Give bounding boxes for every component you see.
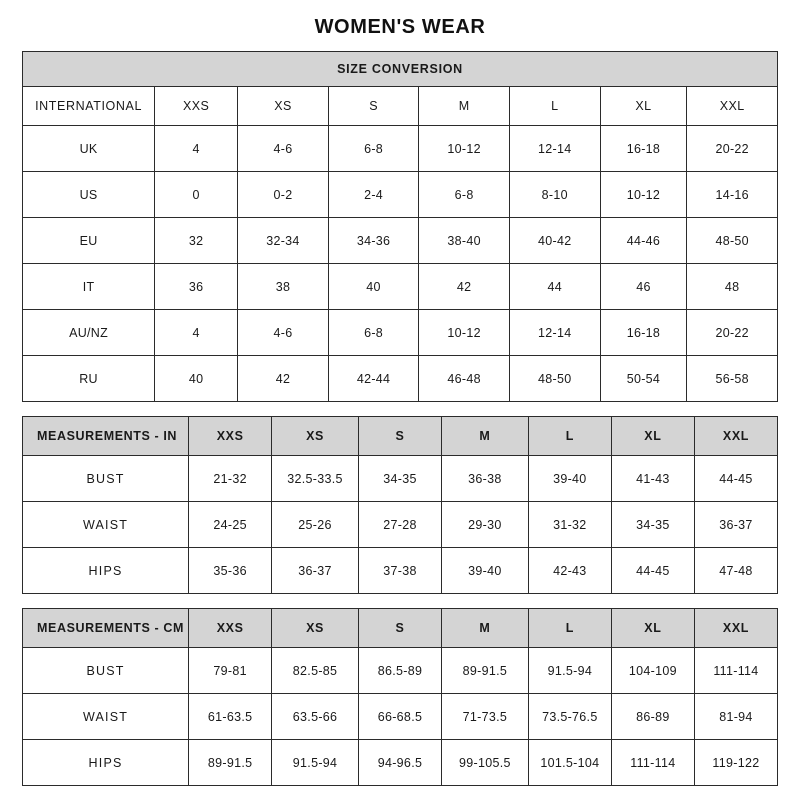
row-label-in-waist: WAIST <box>23 502 189 548</box>
cell-it-xxs: 36 <box>155 264 238 310</box>
table-row <box>23 356 778 402</box>
cell-uk-m: 10-12 <box>419 126 510 172</box>
cell-in-bust-xxs: 21-32 <box>189 456 272 502</box>
cell-in-hips-xxs: 35-36 <box>189 548 272 594</box>
cell-in-hips-xs: 36-37 <box>272 548 359 594</box>
cell-eu-xxs: 32 <box>155 218 238 264</box>
cell-in-waist-xs: 25-26 <box>272 502 359 548</box>
cell-cm-bust-xxl: 111-114 <box>694 648 777 694</box>
cell-ru-m: 46-48 <box>419 356 510 402</box>
measurements-inches-table <box>22 416 778 594</box>
cell-cm-waist-xxs: 61-63.5 <box>189 694 272 740</box>
table-row <box>23 740 778 786</box>
row-label-cm-bust: BUST <box>23 648 189 694</box>
column-header-cm-m: M <box>442 609 529 648</box>
cell-it-l: 44 <box>509 264 600 310</box>
cell-cm-bust-xxs: 79-81 <box>189 648 272 694</box>
cell-uk-xl: 16-18 <box>600 126 687 172</box>
cell-ru-l: 48-50 <box>509 356 600 402</box>
cell-aunz-s: 6-8 <box>328 310 419 356</box>
table-header-row <box>23 609 778 648</box>
cell-ru-xxs: 40 <box>155 356 238 402</box>
table-header-row <box>23 87 778 126</box>
cell-cm-hips-xl: 111-114 <box>611 740 694 786</box>
cell-it-s: 40 <box>328 264 419 310</box>
cell-in-hips-m: 39-40 <box>442 548 529 594</box>
cell-it-m: 42 <box>419 264 510 310</box>
cell-ru-s: 42-44 <box>328 356 419 402</box>
cell-cm-waist-xxl: 81-94 <box>694 694 777 740</box>
table-row <box>23 310 778 356</box>
cell-in-waist-m: 29-30 <box>442 502 529 548</box>
cell-eu-l: 40-42 <box>509 218 600 264</box>
cell-it-xs: 38 <box>238 264 329 310</box>
table-row <box>23 694 778 740</box>
row-label-us: US <box>23 172 155 218</box>
column-header-l: L <box>509 87 600 126</box>
cell-aunz-xxs: 4 <box>155 310 238 356</box>
size-conversion-table <box>22 51 778 402</box>
cell-eu-xl: 44-46 <box>600 218 687 264</box>
table-row <box>23 264 778 310</box>
column-header-in-xxs: XXS <box>189 417 272 456</box>
column-header-xs: XS <box>238 87 329 126</box>
cell-in-hips-xxl: 47-48 <box>694 548 777 594</box>
table-row <box>23 172 778 218</box>
column-header-in-l: L <box>528 417 611 456</box>
cell-us-l: 8-10 <box>509 172 600 218</box>
column-header-cm-l: L <box>528 609 611 648</box>
column-header-in-xs: XS <box>272 417 359 456</box>
row-label-cm-waist: WAIST <box>23 694 189 740</box>
cell-in-waist-s: 27-28 <box>358 502 441 548</box>
cell-aunz-m: 10-12 <box>419 310 510 356</box>
cell-in-bust-s: 34-35 <box>358 456 441 502</box>
column-header-xxl: XXL <box>687 87 778 126</box>
cell-in-bust-xl: 41-43 <box>611 456 694 502</box>
row-label-in-bust: BUST <box>23 456 189 502</box>
row-label-aunz: AU/NZ <box>23 310 155 356</box>
table-row <box>23 502 778 548</box>
column-header-m: M <box>419 87 510 126</box>
column-header-in-xl: XL <box>611 417 694 456</box>
cell-us-xxs: 0 <box>155 172 238 218</box>
cell-ru-xs: 42 <box>238 356 329 402</box>
table-banner-row <box>23 52 778 87</box>
column-header-cm-xxs: XXS <box>189 609 272 648</box>
cell-in-bust-xs: 32.5-33.5 <box>272 456 359 502</box>
cell-ru-xxl: 56-58 <box>687 356 778 402</box>
cell-cm-bust-m: 89-91.5 <box>442 648 529 694</box>
column-header-in-m: M <box>442 417 529 456</box>
cell-in-bust-l: 39-40 <box>528 456 611 502</box>
cell-cm-hips-xxs: 89-91.5 <box>189 740 272 786</box>
cell-uk-xxs: 4 <box>155 126 238 172</box>
cell-cm-waist-xl: 86-89 <box>611 694 694 740</box>
cell-eu-m: 38-40 <box>419 218 510 264</box>
table-row <box>23 456 778 502</box>
cell-cm-bust-xs: 82.5-85 <box>272 648 359 694</box>
cell-in-waist-l: 31-32 <box>528 502 611 548</box>
row-label-it: IT <box>23 264 155 310</box>
cell-cm-bust-l: 91.5-94 <box>528 648 611 694</box>
column-header-measurements-in: MEASUREMENTS - IN <box>23 417 189 456</box>
cell-cm-waist-xs: 63.5-66 <box>272 694 359 740</box>
cell-us-xl: 10-12 <box>600 172 687 218</box>
cell-cm-bust-xl: 104-109 <box>611 648 694 694</box>
cell-in-hips-xl: 44-45 <box>611 548 694 594</box>
cell-cm-waist-s: 66-68.5 <box>358 694 441 740</box>
cell-it-xl: 46 <box>600 264 687 310</box>
size-conversion-banner: SIZE CONVERSION <box>23 52 778 87</box>
cell-eu-xxl: 48-50 <box>687 218 778 264</box>
table-row <box>23 126 778 172</box>
row-label-in-hips: HIPS <box>23 548 189 594</box>
column-header-international: INTERNATIONAL <box>23 87 155 126</box>
table-row <box>23 648 778 694</box>
cell-cm-hips-xs: 91.5-94 <box>272 740 359 786</box>
cell-eu-s: 34-36 <box>328 218 419 264</box>
table-row <box>23 548 778 594</box>
cell-cm-hips-xxl: 119-122 <box>694 740 777 786</box>
cell-in-waist-xxs: 24-25 <box>189 502 272 548</box>
measurements-cm-table <box>22 608 778 786</box>
cell-eu-xs: 32-34 <box>238 218 329 264</box>
cell-in-waist-xxl: 36-37 <box>694 502 777 548</box>
cell-us-xxl: 14-16 <box>687 172 778 218</box>
column-header-xxs: XXS <box>155 87 238 126</box>
cell-cm-waist-l: 73.5-76.5 <box>528 694 611 740</box>
cell-cm-bust-s: 86.5-89 <box>358 648 441 694</box>
cell-aunz-xs: 4-6 <box>238 310 329 356</box>
cell-it-xxl: 48 <box>687 264 778 310</box>
row-label-uk: UK <box>23 126 155 172</box>
cell-cm-hips-s: 94-96.5 <box>358 740 441 786</box>
column-header-xl: XL <box>600 87 687 126</box>
cell-in-hips-s: 37-38 <box>358 548 441 594</box>
cell-aunz-l: 12-14 <box>509 310 600 356</box>
row-label-ru: RU <box>23 356 155 402</box>
row-label-eu: EU <box>23 218 155 264</box>
column-header-cm-xs: XS <box>272 609 359 648</box>
cell-uk-s: 6-8 <box>328 126 419 172</box>
cell-in-bust-m: 36-38 <box>442 456 529 502</box>
cell-uk-xs: 4-6 <box>238 126 329 172</box>
page-title: WOMEN'S WEAR <box>314 16 486 38</box>
cell-ru-xl: 50-54 <box>600 356 687 402</box>
cell-in-bust-xxl: 44-45 <box>694 456 777 502</box>
cell-aunz-xl: 16-18 <box>600 310 687 356</box>
column-header-s: S <box>328 87 419 126</box>
cell-cm-hips-l: 101.5-104 <box>528 740 611 786</box>
row-label-cm-hips: HIPS <box>23 740 189 786</box>
cell-aunz-xxl: 20-22 <box>687 310 778 356</box>
column-header-in-xxl: XXL <box>694 417 777 456</box>
cell-uk-xxl: 20-22 <box>687 126 778 172</box>
cell-in-waist-xl: 34-35 <box>611 502 694 548</box>
cell-us-m: 6-8 <box>419 172 510 218</box>
cell-uk-l: 12-14 <box>509 126 600 172</box>
cell-us-xs: 0-2 <box>238 172 329 218</box>
column-header-cm-s: S <box>358 609 441 648</box>
cell-us-s: 2-4 <box>328 172 419 218</box>
column-header-in-s: S <box>358 417 441 456</box>
column-header-measurements-cm: MEASUREMENTS - CM <box>23 609 189 648</box>
column-header-cm-xl: XL <box>611 609 694 648</box>
cell-in-hips-l: 42-43 <box>528 548 611 594</box>
cell-cm-waist-m: 71-73.5 <box>442 694 529 740</box>
table-row <box>23 218 778 264</box>
column-header-cm-xxl: XXL <box>694 609 777 648</box>
cell-cm-hips-m: 99-105.5 <box>442 740 529 786</box>
table-header-row <box>23 417 778 456</box>
